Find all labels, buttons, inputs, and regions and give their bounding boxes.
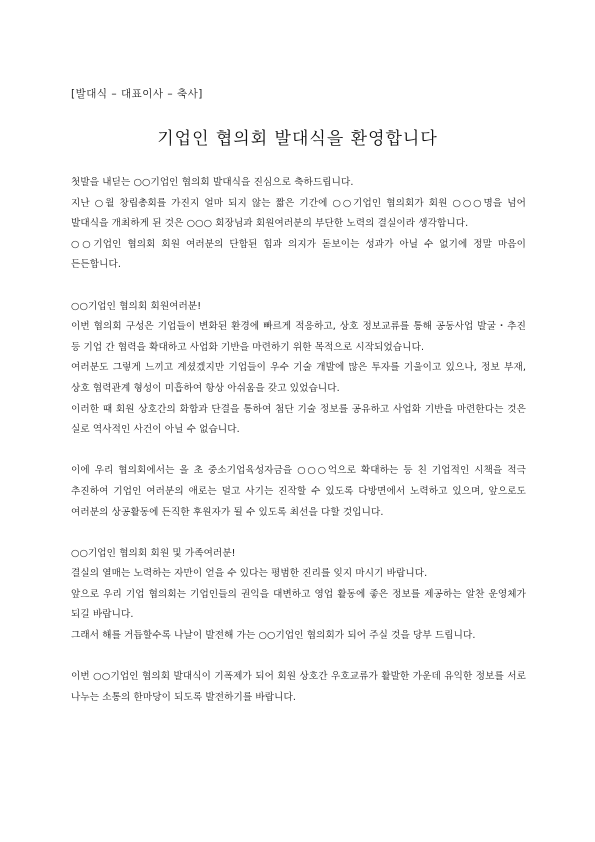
salutation: ○○기업인 협의회 회원여러분! [71,300,202,312]
paragraph-gap [71,276,526,297]
paragraph: 이번 ○○기업인 협의회 발대식이 기폭제가 되어 회원 상호간 우호교류가 활발한 가운데 유익한 정보를 서로 나누는 소통의 한마당이 되도록 발전하기를 바랍니다. [71,671,526,703]
paragraph-gap [71,523,526,544]
salutation: ○○기업인 협의회 회원 및 가족여러분! [71,547,236,559]
paragraph: 앞으로 우리 기업 협의회는 기업인들의 권익을 대변하고 영업 활동에 좋은 정보를 제공하는 알찬 운영체가 되길 바랍니다. [71,588,526,621]
paragraph-gap [71,441,526,462]
paragraph-gap [71,647,526,668]
page-title: 기업인 협의회 발대식을 환영합니다 [157,129,438,149]
header-tag: [발대식 – 대표이사 – 축사] [71,88,203,100]
body-text [71,173,526,708]
paragraph: 이러한 때 회원 상호간의 화합과 단결을 통하여 첨단 기술 정보를 공유하고 사업화 기반을 마련한다는 것은 실로 역사적인 사건이 아닐 수 없습니다. [71,403,526,436]
paragraph: 이에 우리 협의회에서는 올 초 중소기업육성자금을 ○○○억으로 확대하는 등 친 기업적인 시책을 적극 추진하여 기업인 여러분의 애로는 덜고 사기는 진작할 수 있도록 다방면에서 노력하고 있으며, 앞으로도 여러분의 상공활동에 든직한 후원자가 될 수 있도록 최선을 다할 것입니다. [71,465,526,518]
paragraph: ○○기업인 협의회 회원 여러분의 단합된 힘과 의지가 돋보이는 성과가 아닐 수 없기에 정말 마음이 든든합니다. [71,238,526,271]
paragraph: 첫발을 내딛는 ○○기업인 협의회 발대식을 진심으로 축하드립니다. [71,177,354,188]
paragraph: 이번 협의회 구성은 기업들이 변화된 환경에 빠르게 적응하고, 상호 정보교류를 통해 공동사업 발굴・추진 등 기업 간 협력을 확대하고 사업화 기반을 마련하기 위한 목적으로 시작되었습니다. [71,321,526,353]
paragraph: 결실의 열매는 노력하는 자만이 얻을 수 있다는 평범한 진리를 잊지 마시기 바랍니다. [71,568,428,580]
paragraph: 여러분도 그렇게 느끼고 계셨겠지만 기업들이 우수 기술 개발에 많은 투자를 기울이고 있으나, 정보 부재, 상호 협력관계 형성이 미흡하여 항상 아쉬움을 갖고 있었습니다. [71,362,526,394]
paragraph: 지난 ○월 창립총회를 가진지 얼마 되지 않는 짧은 기간에 ○○기업인 협의회가 회원 ○○○명을 넘어 발대식을 개최하게 된 것은 ○○○ 회장님과 회원여러분의 부단한 노력의 결실이라 생각합니다. [71,197,526,230]
paragraph: 그래서 해를 거듭할수록 나날이 발전해 가는 ○○기업인 협의회가 되어 주실 것을 당부 드립니다. [71,630,476,642]
